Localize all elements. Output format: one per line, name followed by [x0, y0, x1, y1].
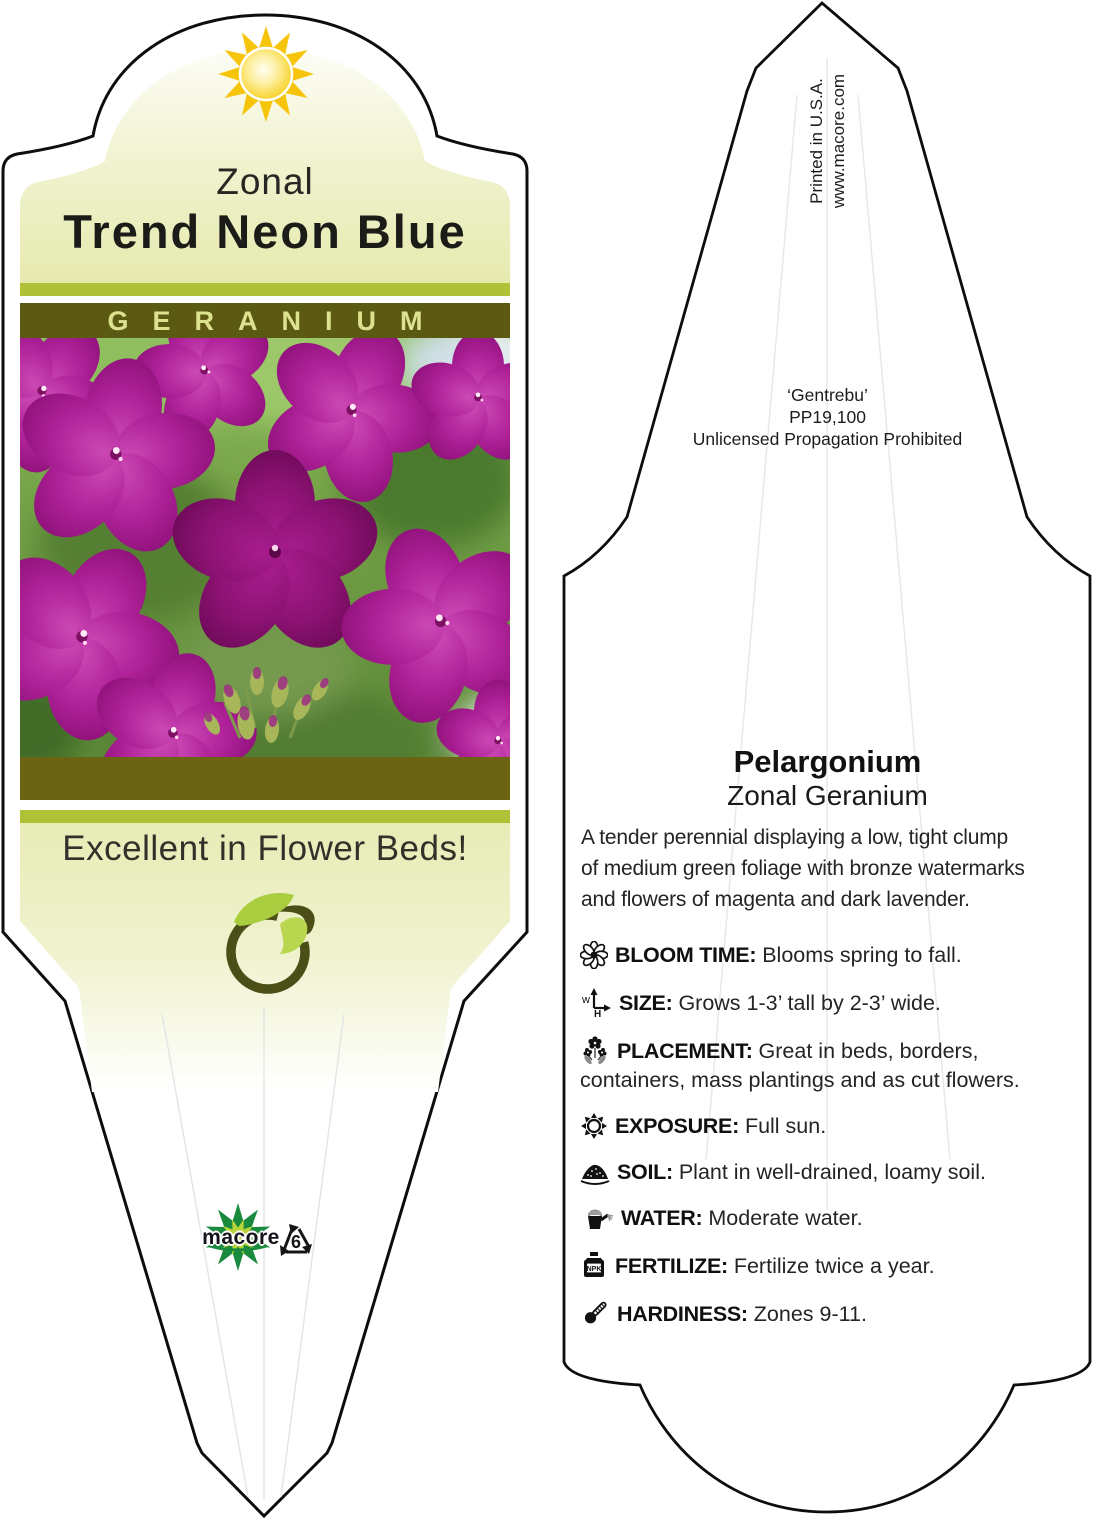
front-category-banner: GERANIUM	[107, 306, 447, 336]
patent-number: PP19,100	[789, 407, 866, 427]
olive-band-bottom	[20, 757, 510, 800]
thermometer-icon	[580, 1298, 610, 1328]
care-value: Full sun.	[744, 1114, 827, 1138]
care-row-bloom-time	[580, 941, 1086, 970]
botanical-name: Pelargonium	[733, 744, 922, 779]
plant-description	[581, 822, 1086, 915]
printing-info	[806, 74, 850, 208]
care-label: FERTILIZE:	[615, 1254, 728, 1278]
care-row-water	[580, 1204, 1086, 1233]
front-subtitle: Zonal	[216, 161, 314, 202]
care-label: SOIL:	[617, 1160, 673, 1184]
care-label: SIZE:	[619, 991, 673, 1015]
brand-wordmark: macore	[202, 1226, 280, 1249]
care-value: Grows 1-3’ tall by 2-3’ wide.	[678, 991, 941, 1015]
care-value: Blooms spring to fall.	[762, 943, 962, 967]
svg-text:H: H	[594, 1009, 602, 1017]
care-row-soil	[580, 1158, 1086, 1187]
cultivar-name: ‘Gentrebu’	[787, 385, 868, 405]
description-line: and flowers of magenta and dark lavender.	[581, 888, 970, 911]
care-value: Moderate water.	[708, 1206, 863, 1230]
care-row-exposure	[580, 1112, 1086, 1141]
care-value: Plant in well-drained, loamy soil.	[678, 1160, 986, 1184]
description-line: of medium green foliage with bronze watermarks	[581, 857, 1025, 880]
front-tagline: Excellent in Flower Beds!	[62, 829, 468, 868]
watering-can-icon	[580, 1206, 614, 1232]
website-url: www.macore.com	[829, 73, 848, 209]
bloom-flower-icon	[580, 941, 608, 969]
chartreuse-stripe-top	[20, 283, 510, 296]
propagation-notice: Unlicensed Propagation Prohibited	[692, 429, 963, 449]
placement-flowers-icon	[580, 1035, 610, 1065]
care-label: EXPOSURE:	[615, 1114, 739, 1138]
care-value: Zones 9-11.	[753, 1302, 867, 1326]
sun-exposure-icon	[580, 1112, 608, 1140]
fertilizer-jug-icon	[580, 1250, 608, 1280]
front-variety-title: Trend Neon Blue	[63, 205, 467, 258]
soil-mound-icon	[580, 1160, 610, 1186]
common-name: Zonal Geranium	[727, 780, 928, 811]
patent-block	[564, 384, 1091, 450]
care-row-size	[580, 987, 1086, 1018]
care-label: HARDINESS:	[617, 1302, 748, 1326]
svg-text:w: w	[582, 994, 590, 1006]
care-value: Fertilize twice a year.	[733, 1254, 935, 1278]
care-label: BLOOM TIME:	[615, 943, 757, 967]
care-value: Great in beds, borders,	[758, 1039, 979, 1063]
care-value-line2: containers, mass plantings and as cut flowers.	[580, 1068, 1020, 1092]
care-row-placement	[580, 1035, 1086, 1095]
svg-text:NPK: NPK	[586, 1266, 602, 1273]
printed-in-usa: Printed in U.S.A.	[807, 78, 826, 204]
care-row-hardiness	[580, 1298, 1086, 1329]
care-label: WATER:	[621, 1206, 703, 1230]
chartreuse-stripe-bottom	[20, 810, 510, 823]
care-instructions	[580, 941, 1086, 1346]
size-dimensions-icon	[580, 987, 612, 1017]
description-line: A tender perennial displaying a low, tight clump	[581, 826, 1009, 849]
care-row-fertilize	[580, 1250, 1086, 1281]
care-label: PLACEMENT:	[617, 1039, 753, 1063]
recycle-code: 6	[290, 1232, 302, 1252]
